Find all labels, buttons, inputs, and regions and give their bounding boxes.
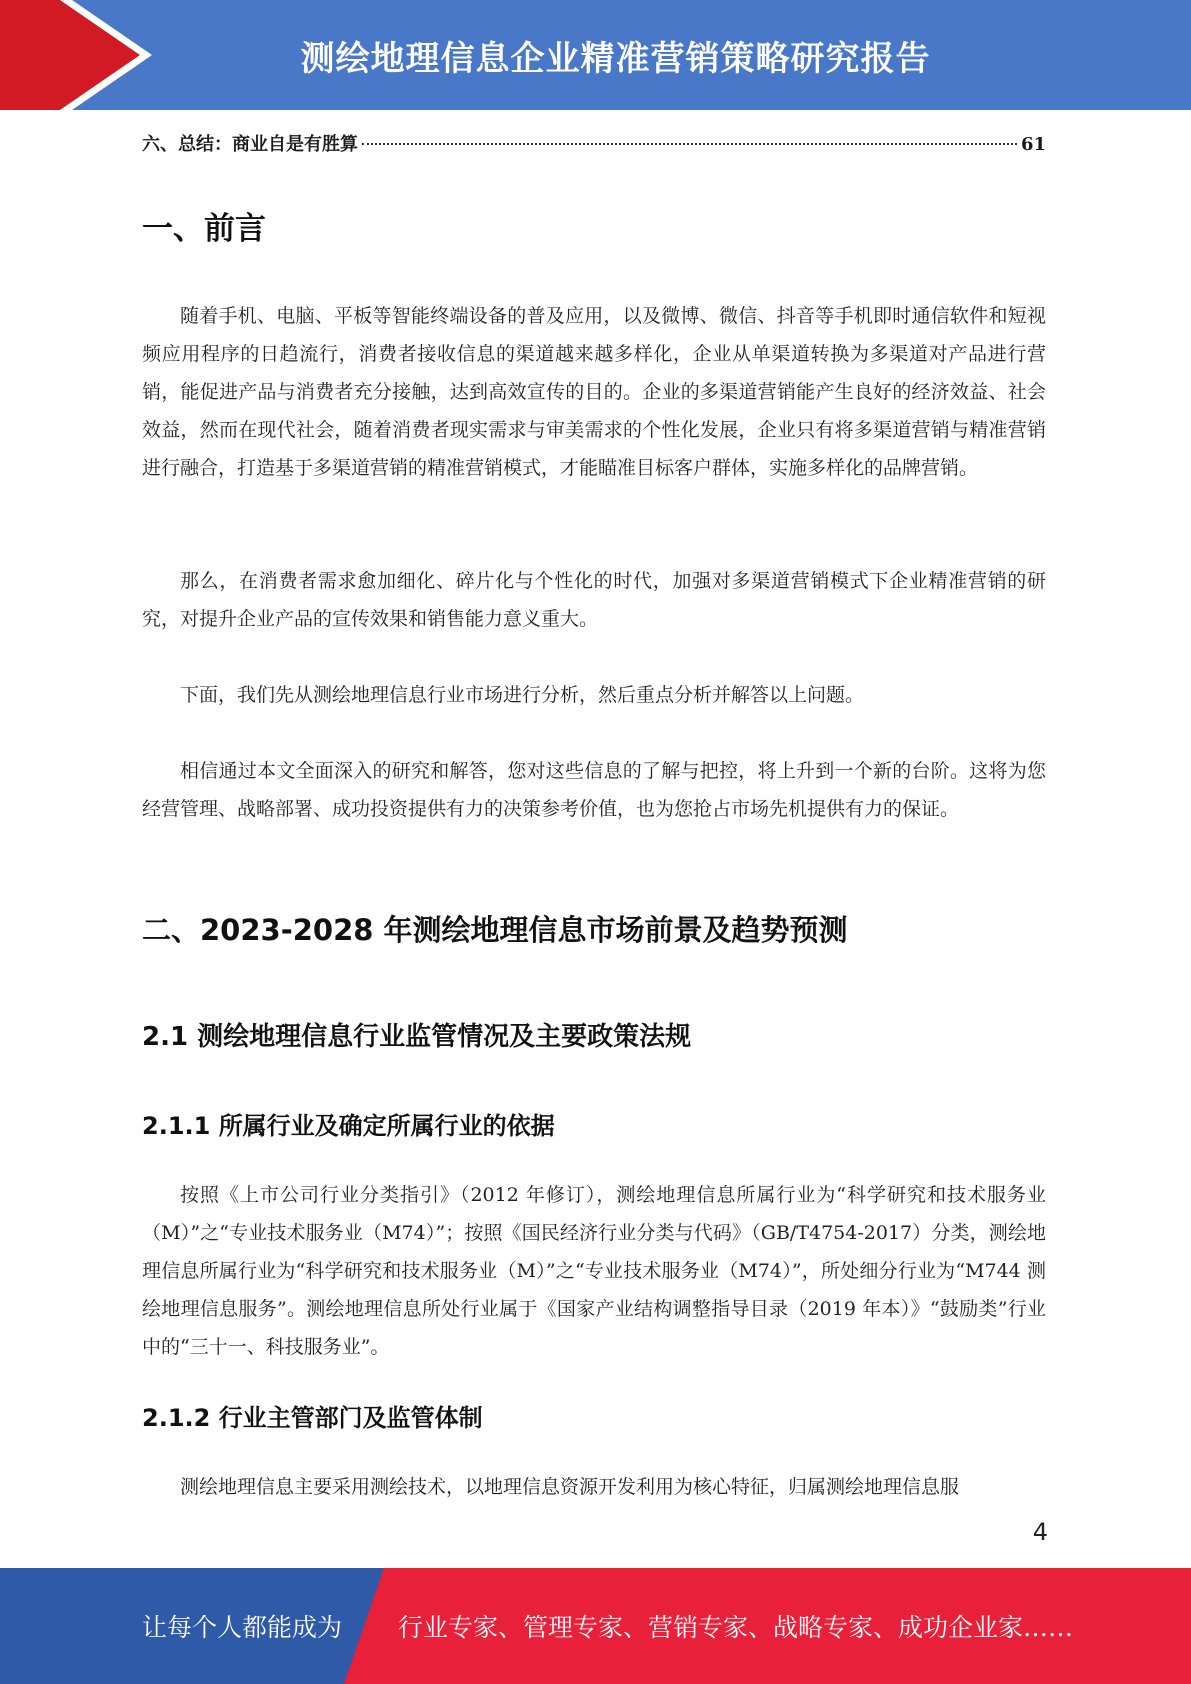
paragraph: 相信通过本文全面深入的研究和解答，您对这些信息的了解与把控，将上升到一个新的台阶。这将为您经营管理、战略部署、成功投资提供有力的决策参考价值，也为您抢占市场先机提供有力的保证。	[142, 760, 1046, 820]
footer-slogan-left: 让每个人都能成为	[142, 1613, 343, 1642]
section-heading-forecast: 二、2023-2028 年测绘地理信息市场前景及趋势预测	[142, 913, 848, 947]
toc-leader-dots	[362, 143, 1017, 145]
subsection-heading: 2.1 测绘地理信息行业监管情况及主要政策法规	[142, 1022, 692, 1052]
report-title: 测绘地理信息企业精准营销策略研究报告	[300, 38, 931, 79]
toc-entry-page: 61	[1020, 134, 1046, 155]
subsubsection-heading: 2.1.1 所属行业及确定所属行业的依据	[142, 1112, 555, 1140]
paragraph: 下面，我们先从测绘地理信息行业市场进行分析，然后重点分析并解答以上问题。	[180, 684, 865, 706]
subsubsection-heading: 2.1.2 行业主管部门及监管体制	[142, 1404, 483, 1432]
section-heading-preface: 一、前言	[142, 211, 266, 247]
header-banner	[0, 0, 1191, 110]
footer-slogan-right: 行业专家、管理专家、营销专家、战略专家、成功企业家……	[398, 1613, 1074, 1642]
page-number: 4	[1032, 1518, 1048, 1546]
paragraph: 随着手机、电脑、平板等智能终端设备的普及应用，以及微博、微信、抖音等手机即时通信软件和短视频应用程序的日趋流行，消费者接收信息的渠道越来越多样化，企业从单渠道转换为多渠道对产品进行营销，能促进产品与消费者充分接触，达到高效宣传的目的。企业的多渠道营销能产生良好的经济效益、社会效益，然而在现代社会，随着消费者现实需求与审美需求的个性化发展，企业只有将多渠道营销与精准营销进行融合，打造基于多渠道营销的精准营销模式，才能瞄准目标客户群体，实施多样化的品牌营销。	[142, 305, 1046, 479]
paragraph: 测绘地理信息主要采用测绘技术，以地理信息资源开发利用为核心特征，归属测绘地理信息服	[180, 1476, 960, 1498]
paragraph: 按照《上市公司行业分类指引》（2012 年修订），测绘地理信息所属行业为“科学研究和技术服务业（M）”之“专业技术服务业（M74）”；按照《国民经济行业分类与代码》（GB/T4754-2017）分类，测绘地理信息所属行业为“科学研究和技术服务业（M）”之“专业技术服务业（M74）”，所处细分行业为“M744 测绘地理信息服务”。测绘地理信息所处行业属于《国家产业结构调整指导目录（2019 年本）》“鼓励类”行业中的“三十一、科技服务业”。	[142, 1184, 1046, 1358]
toc-entry-label: 六、总结：商业自是有胜算	[142, 134, 358, 155]
chevron-arrow-icon	[0, 0, 160, 110]
footer-banner	[0, 1568, 1191, 1684]
toc-entry[interactable]	[142, 130, 1046, 158]
paragraph: 那么，在消费者需求愈加细化、碎片化与个性化的时代，加强对多渠道营销模式下企业精准营销的研究，对提升企业产品的宣传效果和销售能力意义重大。	[142, 570, 1046, 630]
